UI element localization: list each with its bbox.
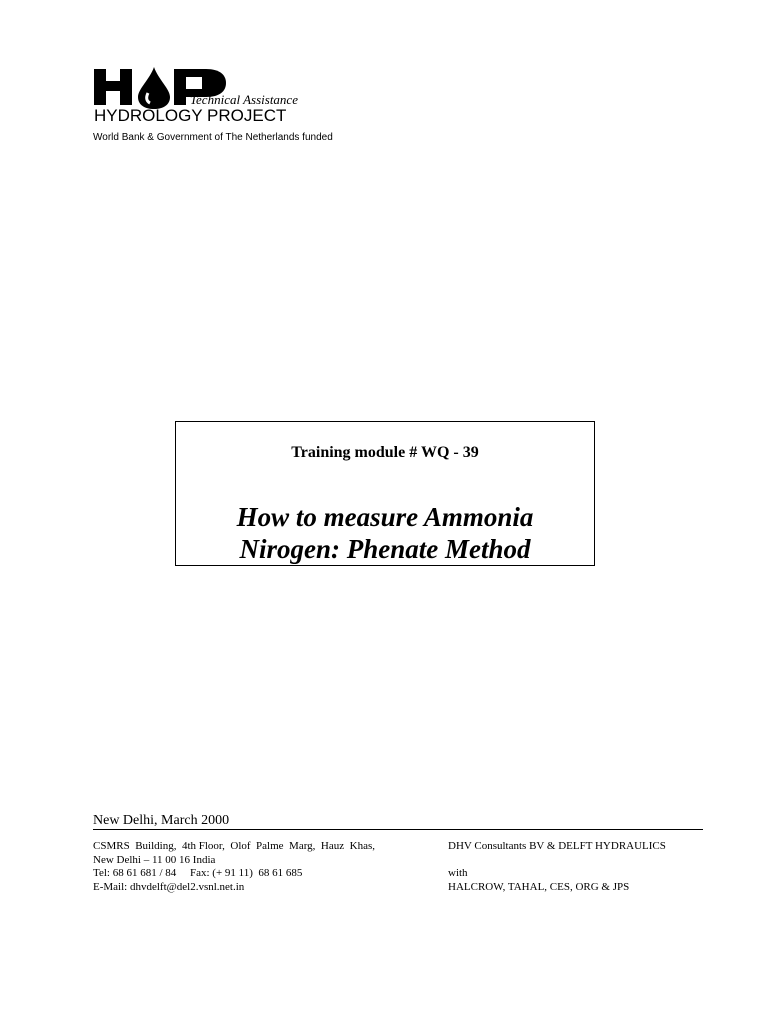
consultants-block bbox=[448, 840, 666, 894]
funded-by-text: World Bank & Government of The Netherlands funded bbox=[93, 132, 333, 143]
consultant-line: DHV Consultants BV & DELFT HYDRAULICS bbox=[448, 840, 666, 852]
title-line-2: Nirogen: Phenate Method bbox=[239, 534, 531, 564]
title-box bbox=[175, 421, 595, 566]
place-date: New Delhi, March 2000 bbox=[93, 813, 230, 828]
title-line-1: How to measure Ammonia bbox=[236, 502, 534, 532]
address-block bbox=[93, 840, 375, 894]
consultant-line: with bbox=[448, 867, 468, 879]
consultant-line: HALCROW, TAHAL, CES, ORG & JPS bbox=[448, 880, 630, 893]
address-line: Tel: 68 61 681 / 84 Fax: (+ 91 11) 68 61 685 bbox=[93, 867, 303, 879]
document-title bbox=[176, 501, 594, 565]
logo-tagline: Technical Assistance bbox=[190, 92, 298, 107]
consultant-line bbox=[448, 854, 666, 868]
address-line: E-Mail: dhvdelft@del2.vsnl.net.in bbox=[93, 880, 245, 893]
address-line: CSMRS Building, 4th Floor, Olof Palme Marg, Hauz Khas, bbox=[93, 840, 375, 852]
hydrology-project-logo bbox=[94, 67, 324, 131]
address-line: New Delhi – 11 00 16 India bbox=[93, 853, 216, 866]
footer-divider bbox=[93, 829, 703, 830]
module-number: Training module # WQ - 39 bbox=[291, 444, 479, 461]
logo-name: HYDROLOGY PROJECT bbox=[94, 106, 287, 125]
